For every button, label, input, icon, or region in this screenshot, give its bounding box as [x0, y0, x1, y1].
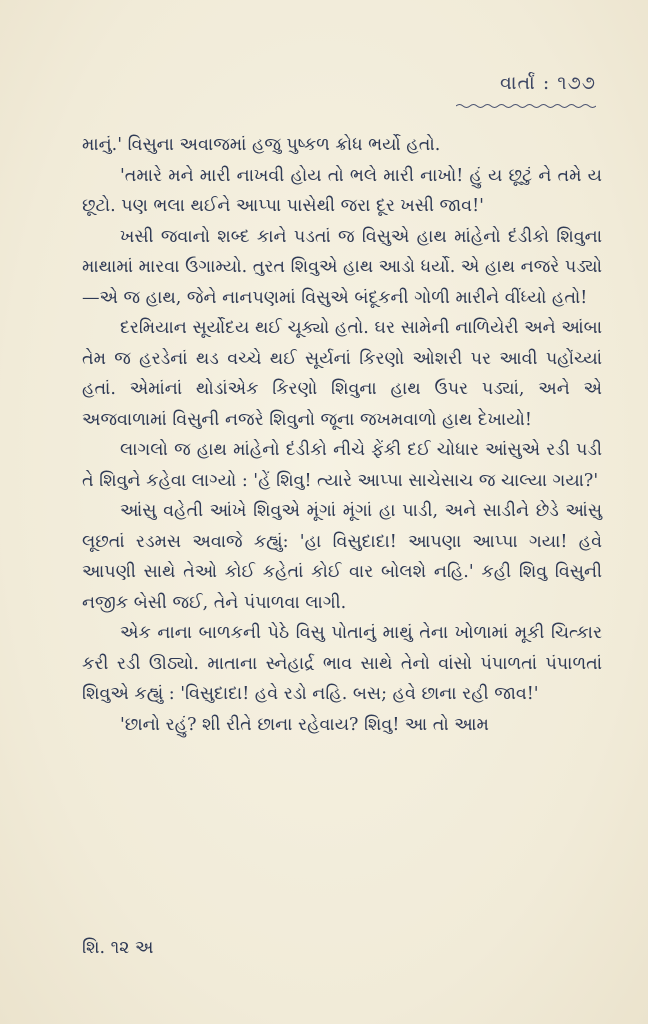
paragraph-5: લાગલો જ હાથ માંહેનો દંડીકો નીચે ફેંકી દઈ ચોધાર આંસુએ રડી પડી તે શિવુને કહેવા લાગ્યો : 'હેં શિવુ! ત્યારે આપ્પા સાચેસાચ જ ચાલ્યા ગયા?': [82, 440, 602, 491]
paragraph-3: ખસી જવાનો શબ્દ કાને પડતાં જ વિસુએ હાથ માંહેનો દંડીકો શિવુના માથામાં મારવા ઉગામ્યો. તુરત શિવુએ હાથ આડો ધર્યો. એ હાથ નજરે પડ્યો—એ જ હાથ, જેને નાનપણમાં વિસુએ બંદૂકની ગોળી મારીને વીંધ્યો હતો!: [82, 226, 602, 308]
paragraph-6: આંસુ વહેતી આંખે શિવુએ મૂંગાં મૂંગાં હા પાડી, અને સાડીને છેડે આંસુ લૂછતાં રડમસ અવાજે કહ્યું: 'હા વિસુદાદા! આપણા આપ્પા ગયા! હવે આપણી સાથે તેઓ કોઈ કહેતાં કોઈ વાર બોલશે નહિ.' કહી શિવુ વિસુની નજીક બેસી જઈ, તેને પંપાળવા લાગી.: [82, 501, 602, 613]
paragraph-7: એક નાના બાળકની પેઠે વિસુ પોતાનું માથું તેના ખોળામાં મૂકી ચિત્કાર કરી રડી ઊઠ્યો. માતાના સ્નેહાર્દ્ર ભાવ સાથે તેનો વાંસો પંપાળતાં પંપાળતાં શિવુએ કહ્યું : 'વિસુદાદા! હવે રડો નહિ. બસ; હવે છાના રહી જાવ!': [82, 623, 602, 704]
running-head: વાર્તાં : ૧૭૭: [500, 72, 596, 94]
decorative-wavy-rule: [456, 103, 596, 109]
paragraph-4: દરમિયાન સૂર્યોદય થઈ ચૂક્યો હતો. ઘર સામેની નાળિયેરી અને આંબા તેમ જ હરડેનાં થડ વચ્ચે થઈ સૂર્યનાં કિરણો ઓશરી પર આવી પહોંચ્યાં હતાં. એમાંનાં થોડાંએક કિરણો શિવુના હાથ ઉપર પડ્યાં, અને એ અજવાળામાં વિસુની નજરે શિવુનો જૂના જખમવાળો હાથ દેખાયો!: [82, 318, 602, 430]
paragraph-1: માનું.' વિસુના અવાજમાં હજુ પુષ્કળ ક્રોધ ભર્યો હતો.: [82, 135, 441, 155]
paragraph-2: 'તમારે મને મારી નાખવી હોય તો ભલે મારી નાખો! હું ય છૂટું ને તમે ય છૂટો. પણ ભલા થઈને આપ્પા પાસેથી જરા દૂર ખસી જાવ!': [82, 165, 602, 216]
body-text: [82, 130, 602, 740]
page-header: [456, 72, 596, 113]
paragraph-8: 'છાનો રહું? શી રીતે છાના રહેવાય? શિવુ! આ તો આમ: [120, 714, 489, 735]
signature-mark: શિ. ૧૨ અ: [82, 938, 154, 958]
